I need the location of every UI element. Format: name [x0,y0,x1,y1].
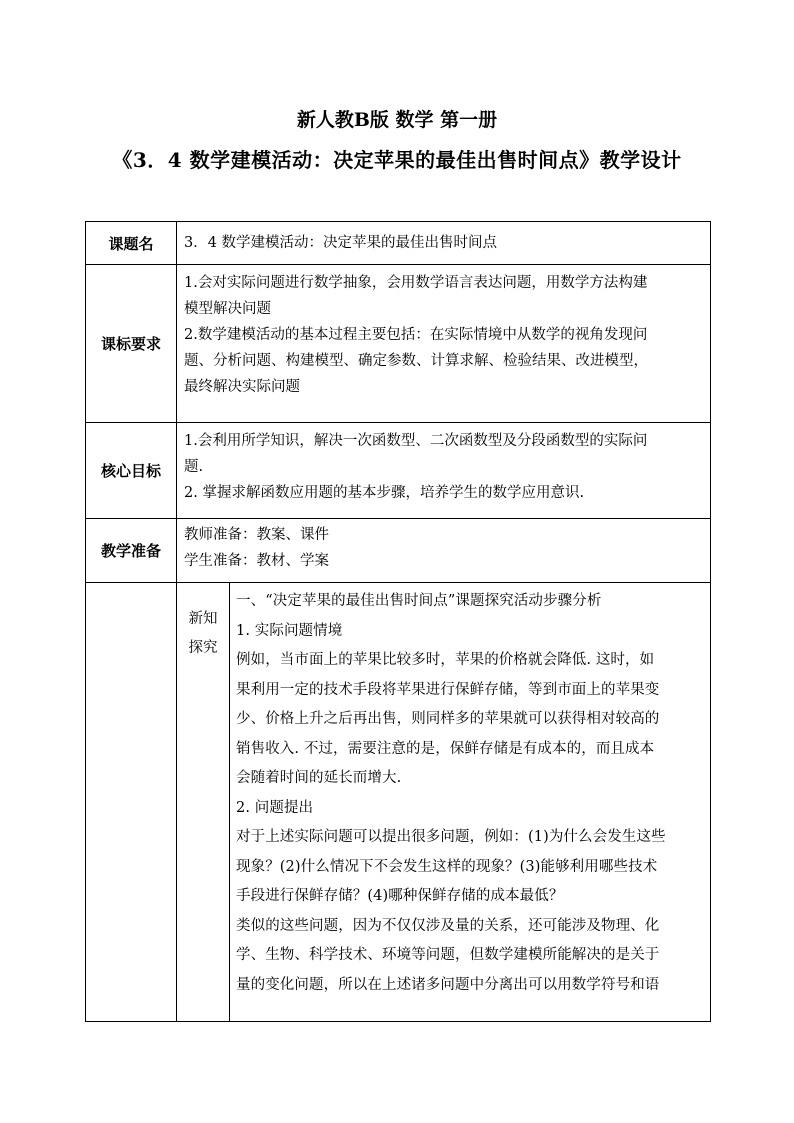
process-line: 现象？(2)什么情况下不会发生这样的现象？(3)能够利用哪些技术 [236,858,658,875]
preparation-line: 学生准备：教材、学案 [184,553,329,569]
row-core-goal [86,423,711,519]
row-preparation [86,519,711,583]
process-empty-cell [86,583,177,1022]
standard-line: 2.数学建模活动的基本过程主要包括：在实际情境中从数学的视角发现问 [184,327,648,343]
row-topic [86,222,711,265]
core-goal-line: 1.会利用所学知识，解决一次函数型、二次函数型及分段函数型的实际问 [184,433,648,449]
process-line: 对于上述实际问题可以提出很多问题，例如：(1)为什么会发生这些 [236,829,666,845]
row-standard [86,265,711,423]
core-goal-line: 2. 掌握求解函数应用题的基本步骤，培养学生的数学应用意识. [184,485,585,501]
core-goal-label: 核心目标 [86,423,177,519]
standard-line: 模型解决问题 [184,301,271,317]
row-process [86,583,711,1022]
process-line: 果利用一定的技术手段将苹果进行保鲜存储，等到市面上的苹果变 [236,681,660,698]
process-line: 学、生物、科学技术、环境等问题，但数学建模所能解决的是关于 [236,947,660,963]
sub-label-line: 探究 [188,640,218,656]
standard-label: 课标要求 [86,265,177,423]
process-content [230,583,711,1022]
process-line: 会随着时间的延长而增大. [236,770,402,786]
core-goal-line: 题. [184,459,204,475]
standard-content [177,265,711,423]
document-title: 新人教B版 数学 第一册 [296,109,498,131]
process-line: 少、价格上升之后再出售，则同样多的苹果就可以获得相对较高的 [236,711,660,727]
sub-label-line: 新知 [188,611,218,627]
topic-value: 3．4 数学建模活动：决定苹果的最佳出售时间点 [177,222,711,265]
process-sub-label [177,583,230,1022]
topic-label: 课题名 [86,222,177,265]
document-subtitle: 《3．4 数学建模活动：决定苹果的最佳出售时间点》教学设计 [112,148,682,172]
process-line: 类似的这些问题，因为不仅仅涉及量的关系，还可能涉及物理、化 [236,917,660,934]
standard-line: 最终解决实际问题 [184,379,300,395]
core-goal-content [177,423,711,519]
standard-line: 题、分析问题、构建模型、确定参数、计算求解、检验结果、改进模型， [184,353,648,369]
preparation-content [177,519,711,583]
preparation-label: 教学准备 [86,519,177,583]
process-line: 例如，当市面上的苹果比较多时，苹果的价格就会降低. 这时，如 [236,652,655,668]
process-line: 1. 实际问题情境 [236,622,343,639]
preparation-line: 教师准备：教案、课件 [184,527,329,543]
process-line: 量的变化问题，所以在上述诸多问题中分离出可以用数学符号和语 [236,976,660,993]
process-line: 手段进行保鲜存储？(4)哪种保鲜存储的成本最低？ [236,888,564,904]
process-line: 销售收入. 不过，需要注意的是，保鲜存储是有成本的，而且成本 [236,740,655,757]
process-line: 一、“决定苹果的最佳出售时间点”课题探究活动步骤分析 [236,593,602,609]
standard-line: 1.会对实际问题进行数学抽象，会用数学语言表达问题，用数学方法构建 [184,275,648,291]
lesson-plan-table [85,221,711,1022]
process-line: 2. 问题提出 [236,799,314,816]
